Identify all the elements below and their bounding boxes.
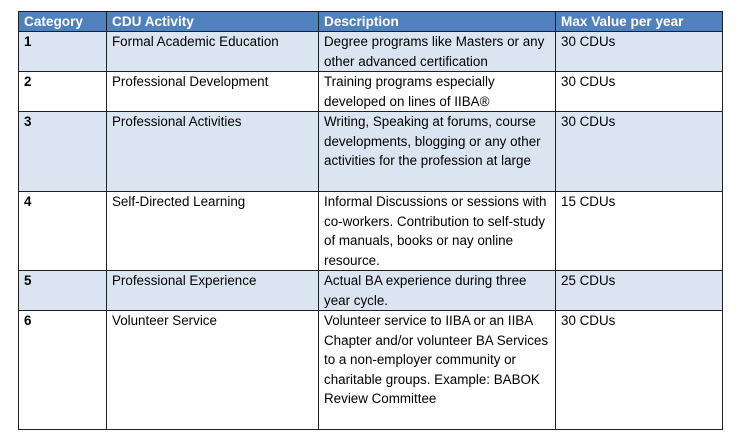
activity-cell: Volunteer Service — [107, 311, 319, 430]
description-cell: Informal Discussions or sessions with co-workers. Contribution to self-study of manuals, books or nay online resource. — [319, 192, 556, 271]
max-value-cell: 30 CDUs — [556, 72, 723, 112]
description-cell: Volunteer service to IIBA or an IIBA Chapter and/or volunteer BA Services to a non-employer community or charitable groups. Example: BABOK Review Committee — [319, 311, 556, 430]
table-row — [19, 72, 723, 112]
header-max-value: Max Value per year — [556, 12, 723, 32]
max-value-cell: 30 CDUs — [556, 112, 723, 192]
max-value-cell: 30 CDUs — [556, 32, 723, 72]
max-value-cell: 15 CDUs — [556, 192, 723, 271]
category-cell: 2 — [19, 72, 107, 112]
activity-cell: Professional Development — [107, 72, 319, 112]
table-row — [19, 112, 723, 192]
description-cell: Actual BA experience during three year cycle. — [319, 271, 556, 311]
activity-cell: Self-Directed Learning — [107, 192, 319, 271]
category-cell: 6 — [19, 311, 107, 430]
activity-cell: Professional Activities — [107, 112, 319, 192]
header-description: Description — [319, 12, 556, 32]
activity-cell: Professional Experience — [107, 271, 319, 311]
cdu-table — [18, 11, 723, 430]
activity-cell: Formal Academic Education — [107, 32, 319, 72]
category-cell: 1 — [19, 32, 107, 72]
category-cell: 5 — [19, 271, 107, 311]
table-row — [19, 32, 723, 72]
header-cdu-activity: CDU Activity — [107, 12, 319, 32]
category-cell: 4 — [19, 192, 107, 271]
max-value-cell: 30 CDUs — [556, 311, 723, 430]
description-cell: Training programs especially developed on lines of IIBA® — [319, 72, 556, 112]
table-row — [19, 311, 723, 430]
table-row — [19, 192, 723, 271]
description-cell: Degree programs like Masters or any other advanced certification — [319, 32, 556, 72]
header-row — [19, 12, 723, 32]
max-value-cell: 25 CDUs — [556, 271, 723, 311]
table-row — [19, 271, 723, 311]
header-category: Category — [19, 12, 107, 32]
category-cell: 3 — [19, 112, 107, 192]
description-cell: Writing, Speaking at forums, course developments, blogging or any other activities for the profession at large — [319, 112, 556, 192]
